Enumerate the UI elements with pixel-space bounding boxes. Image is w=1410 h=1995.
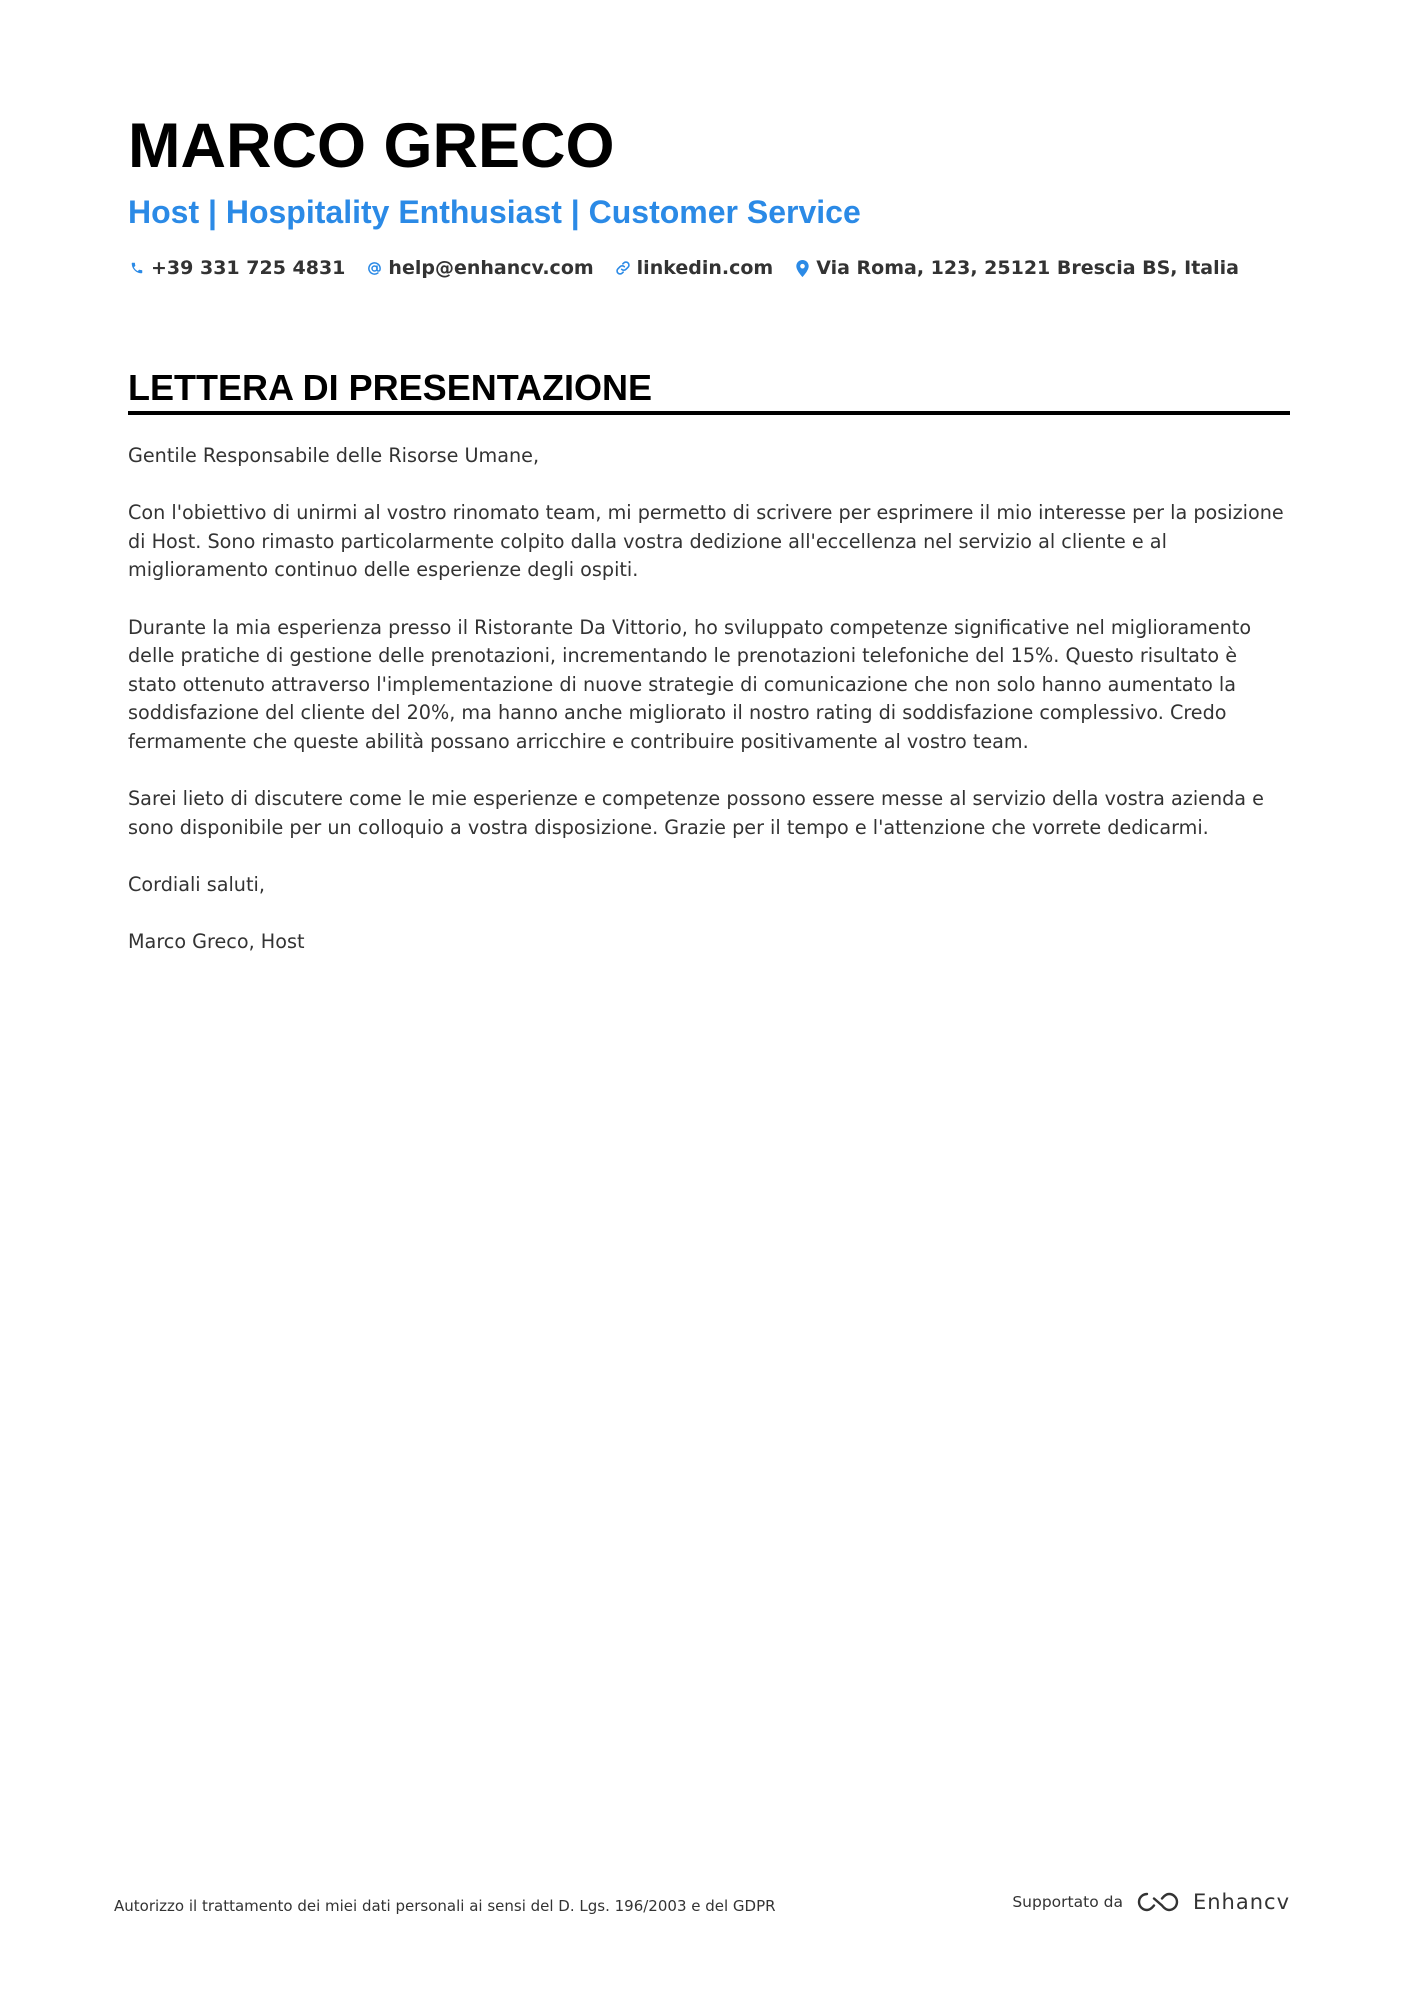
privacy-consent-note: Autorizzo il trattamento dei miei dati personali ai sensi del D. Lgs. 196/2003 e del GDPR [114, 1897, 776, 1915]
postal-address: Via Roma, 123, 25121 Brescia BS, Italia [816, 257, 1239, 279]
section-title: LETTERA DI PRESENTAZIONE [128, 367, 653, 408]
letter-body [128, 442, 1290, 985]
contact-phone[interactable] [128, 254, 345, 282]
contact-email[interactable] [365, 254, 593, 282]
phone-icon [128, 258, 146, 278]
enhancv-logo-icon [1135, 1890, 1181, 1914]
website-link: linkedin.com [636, 257, 774, 279]
location-pin-icon [793, 258, 811, 278]
candidate-headline: Host | Hospitality Enthusiast | Customer Service [128, 194, 861, 230]
email-address: help@enhancv.com [388, 257, 594, 279]
letter-paragraph-1: Con l'obiettivo di unirmi al vostro rinomato team, mi permetto di scrivere per esprimere il mio interesse per la posizione di Host. Sono rimasto particolarmente colpito dalla vostra dedizione all'eccellenza nel servizio al cliente e al miglioramento continuo delle esperienze degli ospiti. [128, 501, 1284, 582]
footer-branding[interactable] [1012, 1890, 1290, 1914]
contact-website[interactable] [614, 254, 774, 282]
letter-signature: Marco Greco, Host [128, 930, 305, 954]
section-divider [128, 411, 1290, 415]
letter-closing: Cordiali saluti, [128, 872, 265, 896]
brand-name: Enhancv [1192, 1890, 1290, 1914]
letter-greeting: Gentile Responsabile delle Risorse Umane, [128, 444, 540, 467]
link-icon [614, 258, 632, 278]
contact-bar [128, 254, 1259, 282]
at-sign-icon [365, 258, 383, 278]
contact-address [793, 254, 1239, 282]
supported-by-label: Supportato da [1012, 1893, 1123, 1911]
letter-paragraph-2: Durante la mia esperienza presso il Ristorante Da Vittorio, ho sviluppato competenze significative nel miglioramento delle pratiche di gestione delle prenotazioni, incrementando le prenotazioni telefoniche del 15%. Questo risultato è stato ottenuto attraverso l'implementazione di nuove strategie di comunicazione che non solo hanno aumentato la soddisfazione del cliente del 20%, ma hanno anche migliorato il nostro rating di soddisfazione complessivo. Credo fermamente che queste abilità possano arricchire e contribuire positivamente al vostro team. [128, 615, 1252, 753]
cover-letter-page [128, 0, 1290, 1995]
letter-paragraph-3: Sarei lieto di discutere come le mie esperienze e competenze possono essere messe al servizio della vostra azienda e sono disponibile per un colloquio a vostra disposizione. Grazie per il tempo e l'attenzione che vorrete dedicarmi. [128, 787, 1264, 839]
candidate-name: MARCO GRECO [128, 111, 615, 181]
phone-number: +39 331 725 4831 [151, 257, 346, 279]
